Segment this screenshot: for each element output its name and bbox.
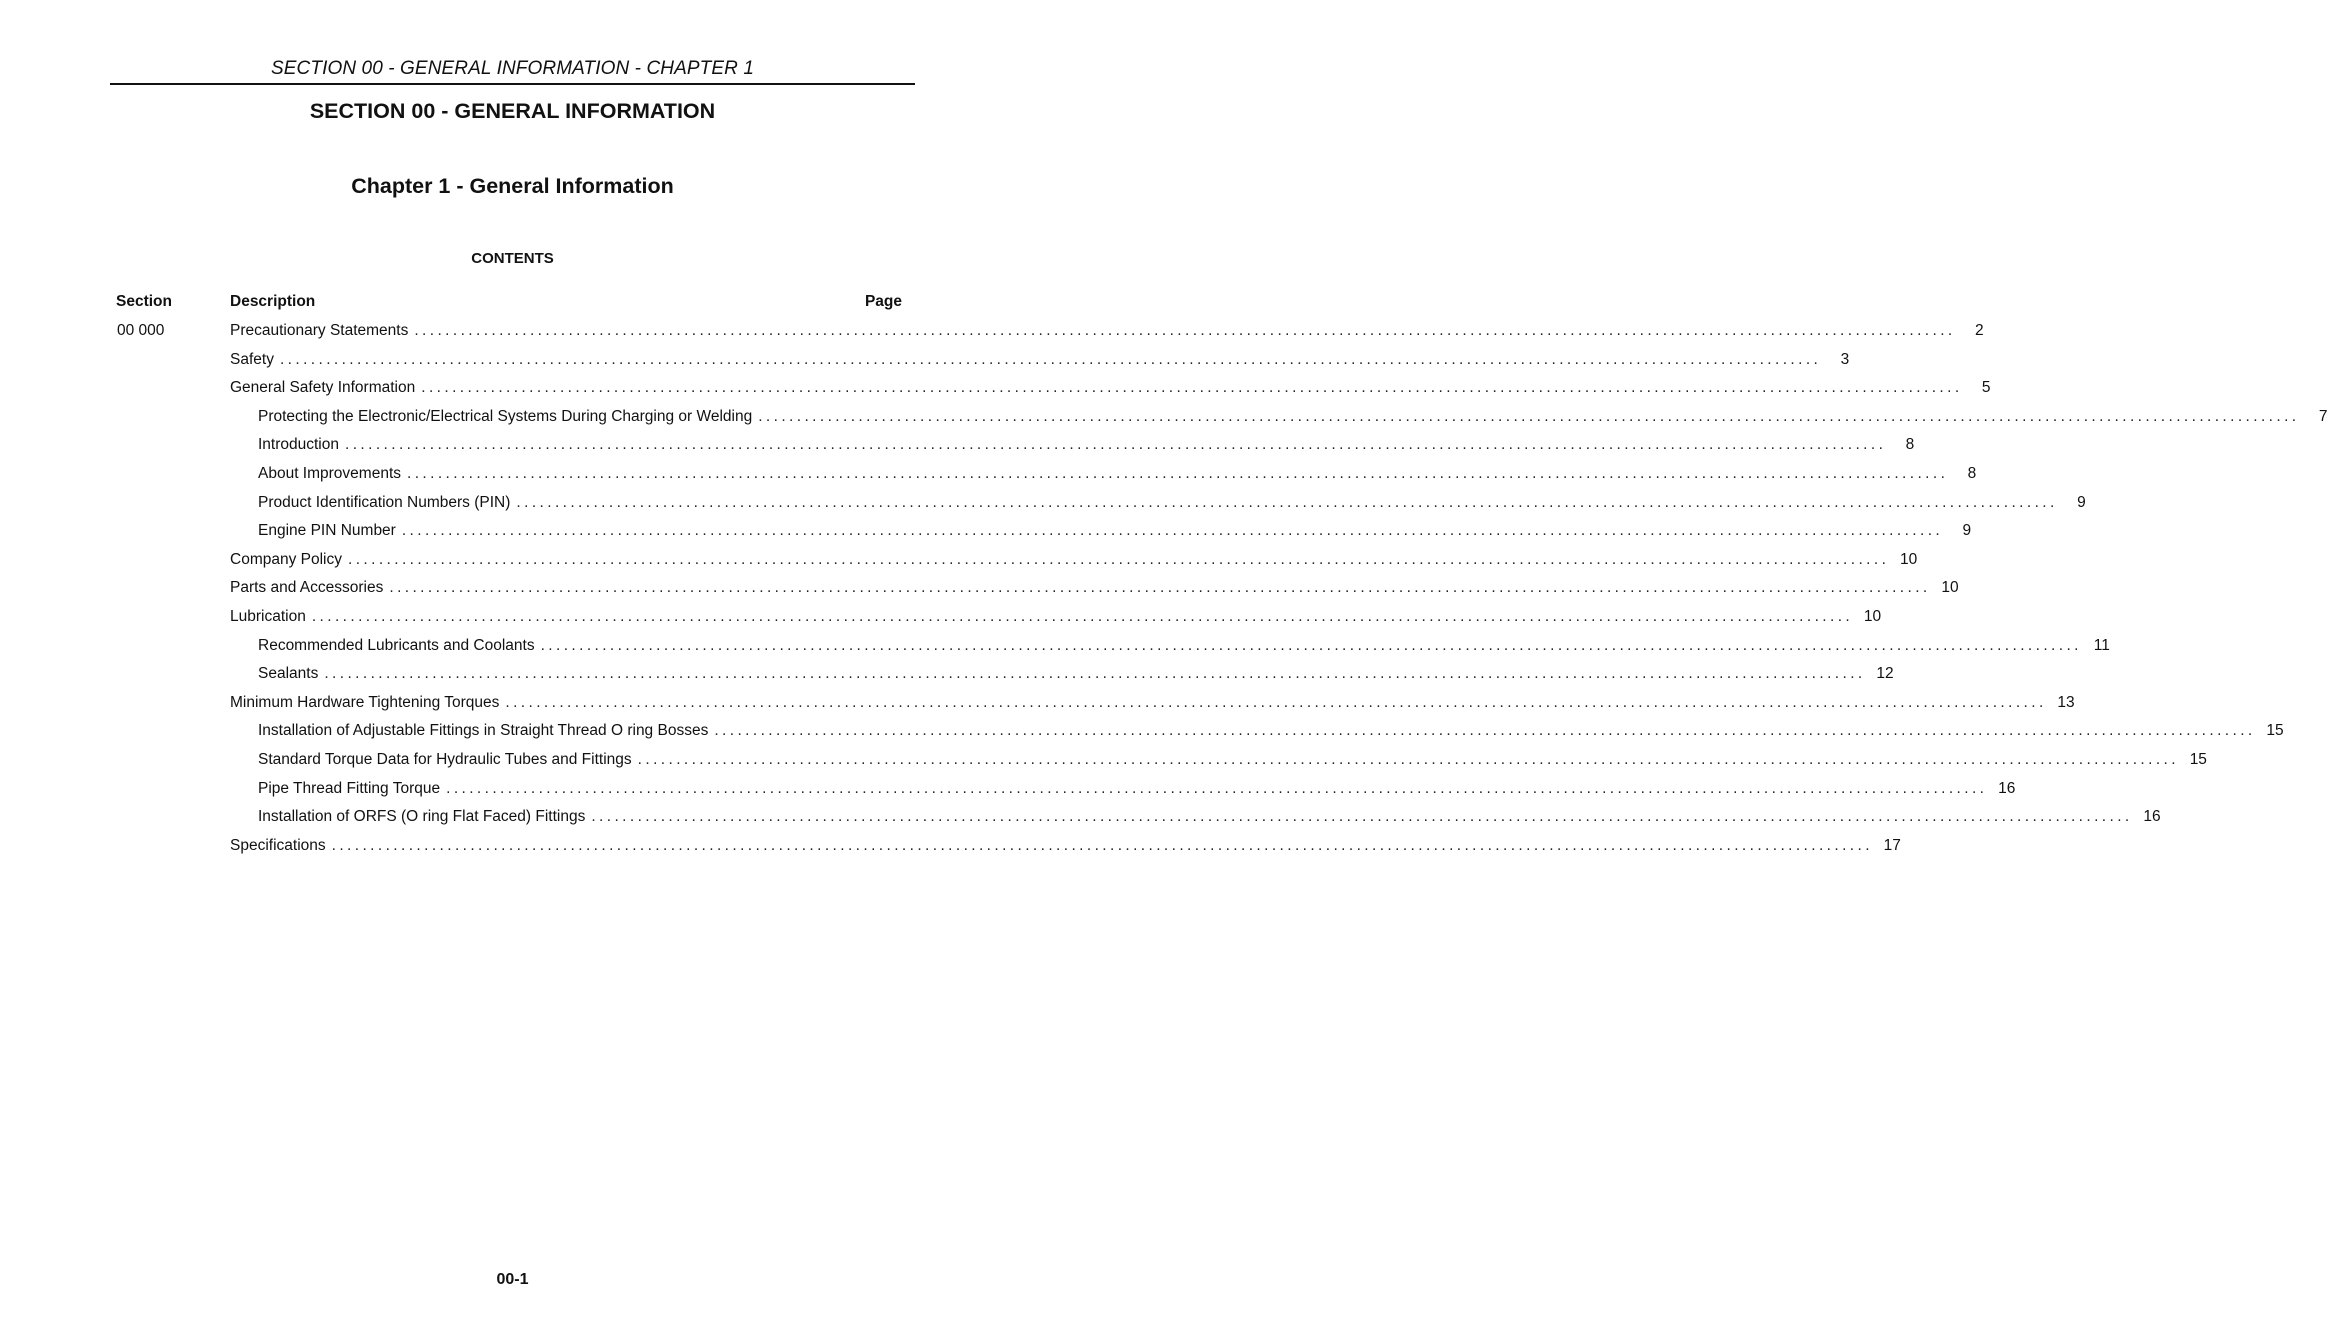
toc-page-number: 15 [2189,750,2207,768]
toc-section-code: 00 000 [117,322,165,339]
toc-row [110,374,1991,403]
toc-entry-title: Recommended Lubricants and Coolants [258,636,535,654]
dot-leader: ........................................................................................................................................................................................................ [421,379,1963,397]
toc-row [110,403,2328,432]
dot-leader: ........................................................................................................................................................................................................ [279,350,1822,368]
toc-entry [230,346,1850,375]
toc-page-number: 16 [1998,779,2016,797]
toc-row [110,603,1882,632]
toc-page-number: 9 [2077,493,2086,511]
toc-row [110,431,1915,460]
toc-page-number: 16 [2143,808,2161,826]
dot-leader: ........................................................................................................................................................................................................ [348,550,1890,568]
dot-leader: ........................................................................................................................................................................................................ [758,407,2300,425]
toc-entry [258,517,1972,546]
column-header-page: Page [864,293,902,310]
toc-entry-title: Sealants [258,665,319,683]
toc-row [110,803,2161,832]
toc-row [110,574,1959,603]
toc-page-number: 12 [1876,665,1894,683]
toc-entry [258,403,2328,432]
dot-leader: ........................................................................................................................................................................................................ [324,665,1866,683]
toc-entry [230,603,1882,632]
toc-page-number: 13 [2057,693,2075,711]
toc-row [110,346,1850,375]
toc-entry [258,746,2207,775]
contents-heading: CONTENTS [471,250,554,267]
table-of-contents [110,317,2328,860]
toc-row [110,546,1918,575]
dot-leader: ........................................................................................................................................................................................................ [331,836,1873,854]
toc-entry [230,689,2075,718]
toc-entry [258,460,1977,489]
toc-entry-title: Minimum Hardware Tightening Torques [230,693,500,711]
toc-entry-title: Protecting the Electronic/Electrical Systems During Charging or Welding [258,407,753,425]
toc-page-number: 8 [1967,464,1977,482]
toc-page-number: 17 [1883,836,1901,854]
toc-row [110,632,2110,661]
toc-entry [258,717,2284,746]
toc-row [110,775,2016,804]
toc-entry-title: Company Policy [230,550,342,568]
toc-page-number: 10 [1900,550,1918,568]
toc-entry [258,660,1894,689]
toc-entry [258,632,2110,661]
toc-entry [230,317,1984,346]
toc-row [110,746,2207,775]
toc-entry [258,803,2161,832]
toc-entry-title: General Safety Information [230,379,416,397]
toc-entry-title: Lubrication [230,607,306,625]
toc-row [110,832,1901,861]
page-number: 00-1 [496,1271,529,1288]
toc-row [110,489,2086,518]
column-header-section: Section [116,293,172,310]
column-header-description: Description [230,293,316,310]
dot-leader: ........................................................................................................................................................................................................ [714,722,2256,740]
toc-entry-title: Pipe Thread Fitting Torque [258,779,441,797]
dot-leader: ........................................................................................................................................................................................................ [345,436,1887,454]
chapter-title: Chapter 1 - General Information [351,174,674,198]
toc-entry-title: Engine PIN Number [258,522,396,540]
dot-leader: ........................................................................................................................................................................................................ [637,750,2179,768]
toc-page-number: 2 [1975,322,1984,339]
toc-row [110,717,2284,746]
toc-page-number: 10 [1863,607,1882,625]
toc-entry [258,775,2016,804]
toc-entry [258,489,2086,518]
toc-page-number: 8 [1905,436,1915,454]
toc-page-number: 3 [1840,350,1850,368]
toc-page-number: 9 [1962,522,1972,540]
toc-row [110,689,2075,718]
dot-leader: ........................................................................................................................................................................................................ [516,493,2058,511]
toc-entry [230,546,1918,575]
dot-leader: ........................................................................................................................................................................................................ [401,522,1944,540]
toc-entry-title: Standard Torque Data for Hydraulic Tubes and Fittings [258,750,632,768]
toc-entry-title: Precautionary Statements [230,322,409,339]
dot-leader: ........................................................................................................................................................................................................ [414,322,1956,339]
toc-page-number: 7 [2318,407,2328,425]
toc-entry-title: Installation of ORFS (O ring Flat Faced) Fittings [258,808,586,826]
toc-entry-title: Safety [230,350,274,368]
toc-row [110,317,1984,346]
toc-entry [230,574,1959,603]
dot-leader: ........................................................................................................................................................................................................ [407,464,1949,482]
toc-row [110,460,1977,489]
toc-entry [258,431,1915,460]
toc-row [110,660,1894,689]
toc-page-number: 11 [2093,636,2110,654]
toc-entry-title: Specifications [230,836,326,854]
toc-page-number: 15 [2266,722,2284,740]
toc-entry-title: About Improvements [258,464,402,482]
toc-entry-title: Installation of Adjustable Fittings in Straight Thread O ring Bosses [258,722,709,740]
header-rule [110,83,915,85]
toc-page-number: 10 [1941,579,1959,597]
dot-leader: ........................................................................................................................................................................................................ [446,779,1988,797]
toc-row [110,517,1972,546]
dot-leader: ........................................................................................................................................................................................................ [389,579,1931,597]
toc-entry [230,832,1901,861]
dot-leader: ........................................................................................................................................................................................................ [311,607,1854,625]
dot-leader: ........................................................................................................................................................................................................ [540,636,2082,654]
dot-leader: ........................................................................................................................................................................................................ [591,808,2133,826]
section-title: SECTION 00 - GENERAL INFORMATION [309,99,716,123]
toc-entry-title: Parts and Accessories [230,579,384,597]
toc-page-number: 5 [1981,379,1991,397]
dot-leader: ........................................................................................................................................................................................................ [505,693,2047,711]
toc-entry-title: Product Identification Numbers (PIN) [258,493,511,511]
toc-entry-title: Introduction [258,436,339,454]
running-header: SECTION 00 - GENERAL INFORMATION - CHAPTER 1 [271,58,754,79]
toc-entry [230,374,1991,403]
